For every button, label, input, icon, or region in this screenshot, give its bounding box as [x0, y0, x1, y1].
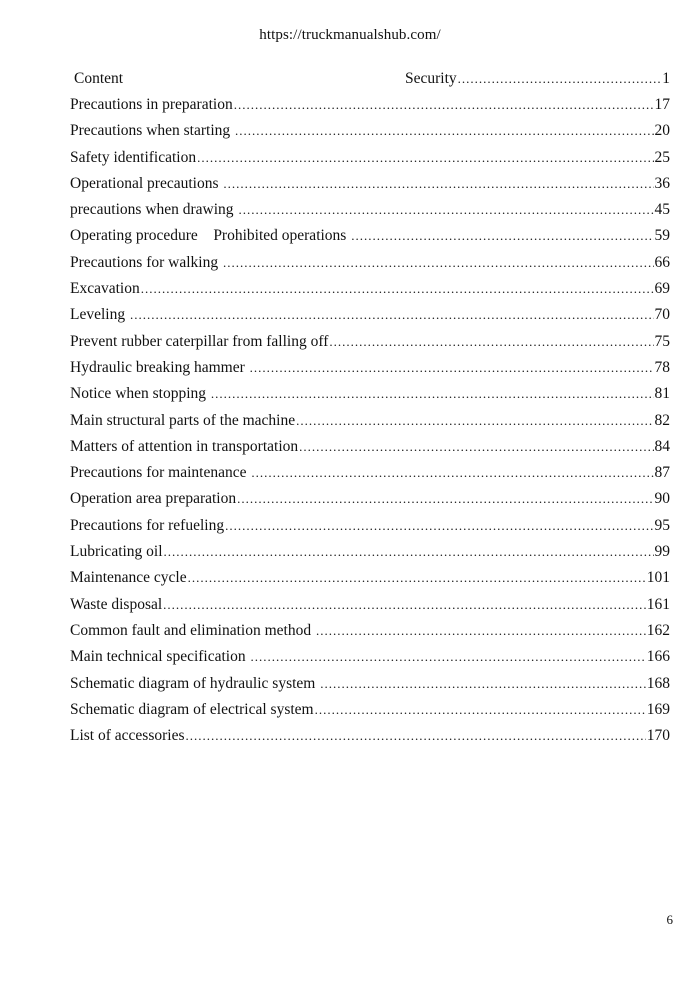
dot-leader: [351, 225, 653, 247]
toc-entry: [70, 199, 670, 225]
toc-entry: [70, 462, 670, 488]
toc-entry-title: Hydraulic breaking hammer: [70, 358, 249, 376]
toc-entry: [70, 94, 670, 120]
toc-entry: [70, 383, 670, 409]
toc-entry-title: Operating procedure Prohibited operations: [70, 227, 351, 245]
toc-entry: [70, 278, 670, 304]
toc-entry-page: 87: [654, 464, 670, 482]
toc-entry: [70, 515, 670, 541]
dot-leader: [223, 173, 653, 195]
toc-entry-title: Precautions for maintenance: [70, 464, 251, 482]
dot-leader: [316, 620, 646, 642]
dot-leader: [238, 199, 653, 221]
toc-entry-page: 82: [654, 411, 670, 429]
toc-entry-title: Precautions when starting: [70, 122, 235, 140]
toc-entry-page: 168: [646, 674, 670, 692]
toc-entry-title: Lubricating oil: [70, 543, 163, 561]
toc-entry: [70, 646, 670, 672]
dot-leader: [197, 147, 653, 169]
toc-entry: [70, 567, 670, 593]
toc-entry: [70, 304, 670, 330]
toc-entry-title: precautions when drawing: [70, 201, 238, 219]
toc-entry: [70, 357, 670, 383]
toc-entry-page: 69: [654, 280, 670, 298]
dot-leader: [329, 331, 653, 353]
toc-entry-page: 59: [654, 227, 670, 245]
toc-entry-title: Operation area preparation: [70, 490, 237, 508]
toc-entry: [70, 331, 670, 357]
toc-entry-title: Security: [405, 70, 457, 87]
toc-entry-page: 81: [654, 385, 670, 403]
toc-entry-page: 70: [654, 306, 670, 324]
dot-leader: [225, 515, 653, 537]
toc-entry-title: Maintenance cycle: [70, 569, 187, 587]
toc-entry-page: 169: [646, 700, 670, 718]
dot-leader: [223, 252, 654, 274]
toc-entry-page: 17: [654, 96, 670, 113]
toc-entry: [70, 620, 670, 646]
toc-entry-page: 162: [646, 621, 670, 639]
toc-entry-title: Schematic diagram of electrical system: [70, 700, 314, 718]
dot-leader: [250, 357, 654, 379]
toc-entry-page: 99: [654, 543, 670, 561]
toc-entry: [70, 541, 670, 567]
dot-leader: [320, 673, 646, 695]
dot-leader: [296, 410, 653, 432]
toc-header-row: [74, 68, 670, 90]
toc-entry-title: Precautions in preparation: [70, 96, 233, 113]
dot-leader: [164, 541, 654, 563]
dot-leader: [141, 278, 654, 300]
toc-entry-page: 75: [654, 332, 670, 350]
toc-entry-title: Notice when stopping: [70, 385, 210, 403]
toc-entry-page: 95: [654, 516, 670, 534]
toc-entry-page: 20: [654, 122, 670, 140]
toc-entry-title: Main technical specification: [70, 648, 250, 666]
toc-entry: [70, 725, 670, 751]
dot-leader: [315, 699, 646, 721]
toc-entry-page: 25: [654, 148, 670, 166]
toc-entry-title: List of accessories: [70, 727, 185, 745]
dot-leader: [299, 436, 653, 458]
dot-leader: [211, 383, 654, 405]
toc-entry-page: 101: [646, 569, 670, 587]
header-url: https://truckmanualshub.com/: [259, 27, 441, 43]
toc-entry-page: 78: [654, 358, 670, 376]
dot-leader: [250, 646, 645, 668]
dot-leader: [251, 462, 653, 484]
toc-entry-security: [405, 68, 670, 90]
dot-leader: [458, 68, 662, 90]
toc-entry: [70, 673, 670, 699]
toc-entry-title: Safety identification: [70, 148, 197, 166]
toc-entry-title: Leveling: [70, 306, 129, 324]
toc-entry-page: 161: [646, 595, 670, 613]
toc-entry-title: Precautions for refueling: [70, 516, 225, 534]
dot-leader: [234, 94, 654, 116]
toc-entry-page: 1: [662, 70, 670, 87]
toc-entry: [70, 225, 670, 251]
toc-entry-title: Prevent rubber caterpillar from falling off: [70, 332, 329, 350]
toc-entry: [70, 594, 670, 620]
toc-entry-title: Main structural parts of the machine: [70, 411, 296, 429]
toc-entry-page: 90: [654, 490, 670, 508]
toc-list: [70, 94, 670, 751]
toc-entry: [70, 436, 670, 462]
dot-leader: [188, 567, 646, 589]
dot-leader: [163, 594, 646, 616]
toc-entry-page: 45: [654, 201, 670, 219]
toc-entry: [70, 410, 670, 436]
toc-entry-page: 36: [654, 174, 670, 192]
toc-entry: [70, 120, 670, 146]
toc-entry: [70, 147, 670, 173]
toc-entry-page: 166: [646, 648, 670, 666]
toc-entry-page: 66: [654, 253, 670, 271]
page-number: 6: [666, 912, 673, 927]
toc-entry: [70, 173, 670, 199]
toc-entry-title: Common fault and elimination method: [70, 621, 315, 639]
toc-entry: [70, 699, 670, 725]
content-label: Content: [74, 70, 124, 87]
dot-leader: [237, 488, 653, 510]
toc-entry: [70, 252, 670, 278]
toc-entry-title: Waste disposal: [70, 595, 163, 613]
toc-entry-title: Schematic diagram of hydraulic system: [70, 674, 320, 692]
toc-entry-title: Operational precautions: [70, 174, 223, 192]
toc-entry-title: Precautions for walking: [70, 253, 222, 271]
dot-leader: [130, 304, 654, 326]
toc-entry: [70, 488, 670, 514]
toc-entry-title: Excavation: [70, 280, 140, 298]
dot-leader: [186, 725, 646, 747]
toc-entry-page: 84: [654, 437, 670, 455]
toc-entry-page: 170: [646, 727, 670, 745]
dot-leader: [235, 120, 653, 142]
toc-entry-title: Matters of attention in transportation: [70, 437, 299, 455]
